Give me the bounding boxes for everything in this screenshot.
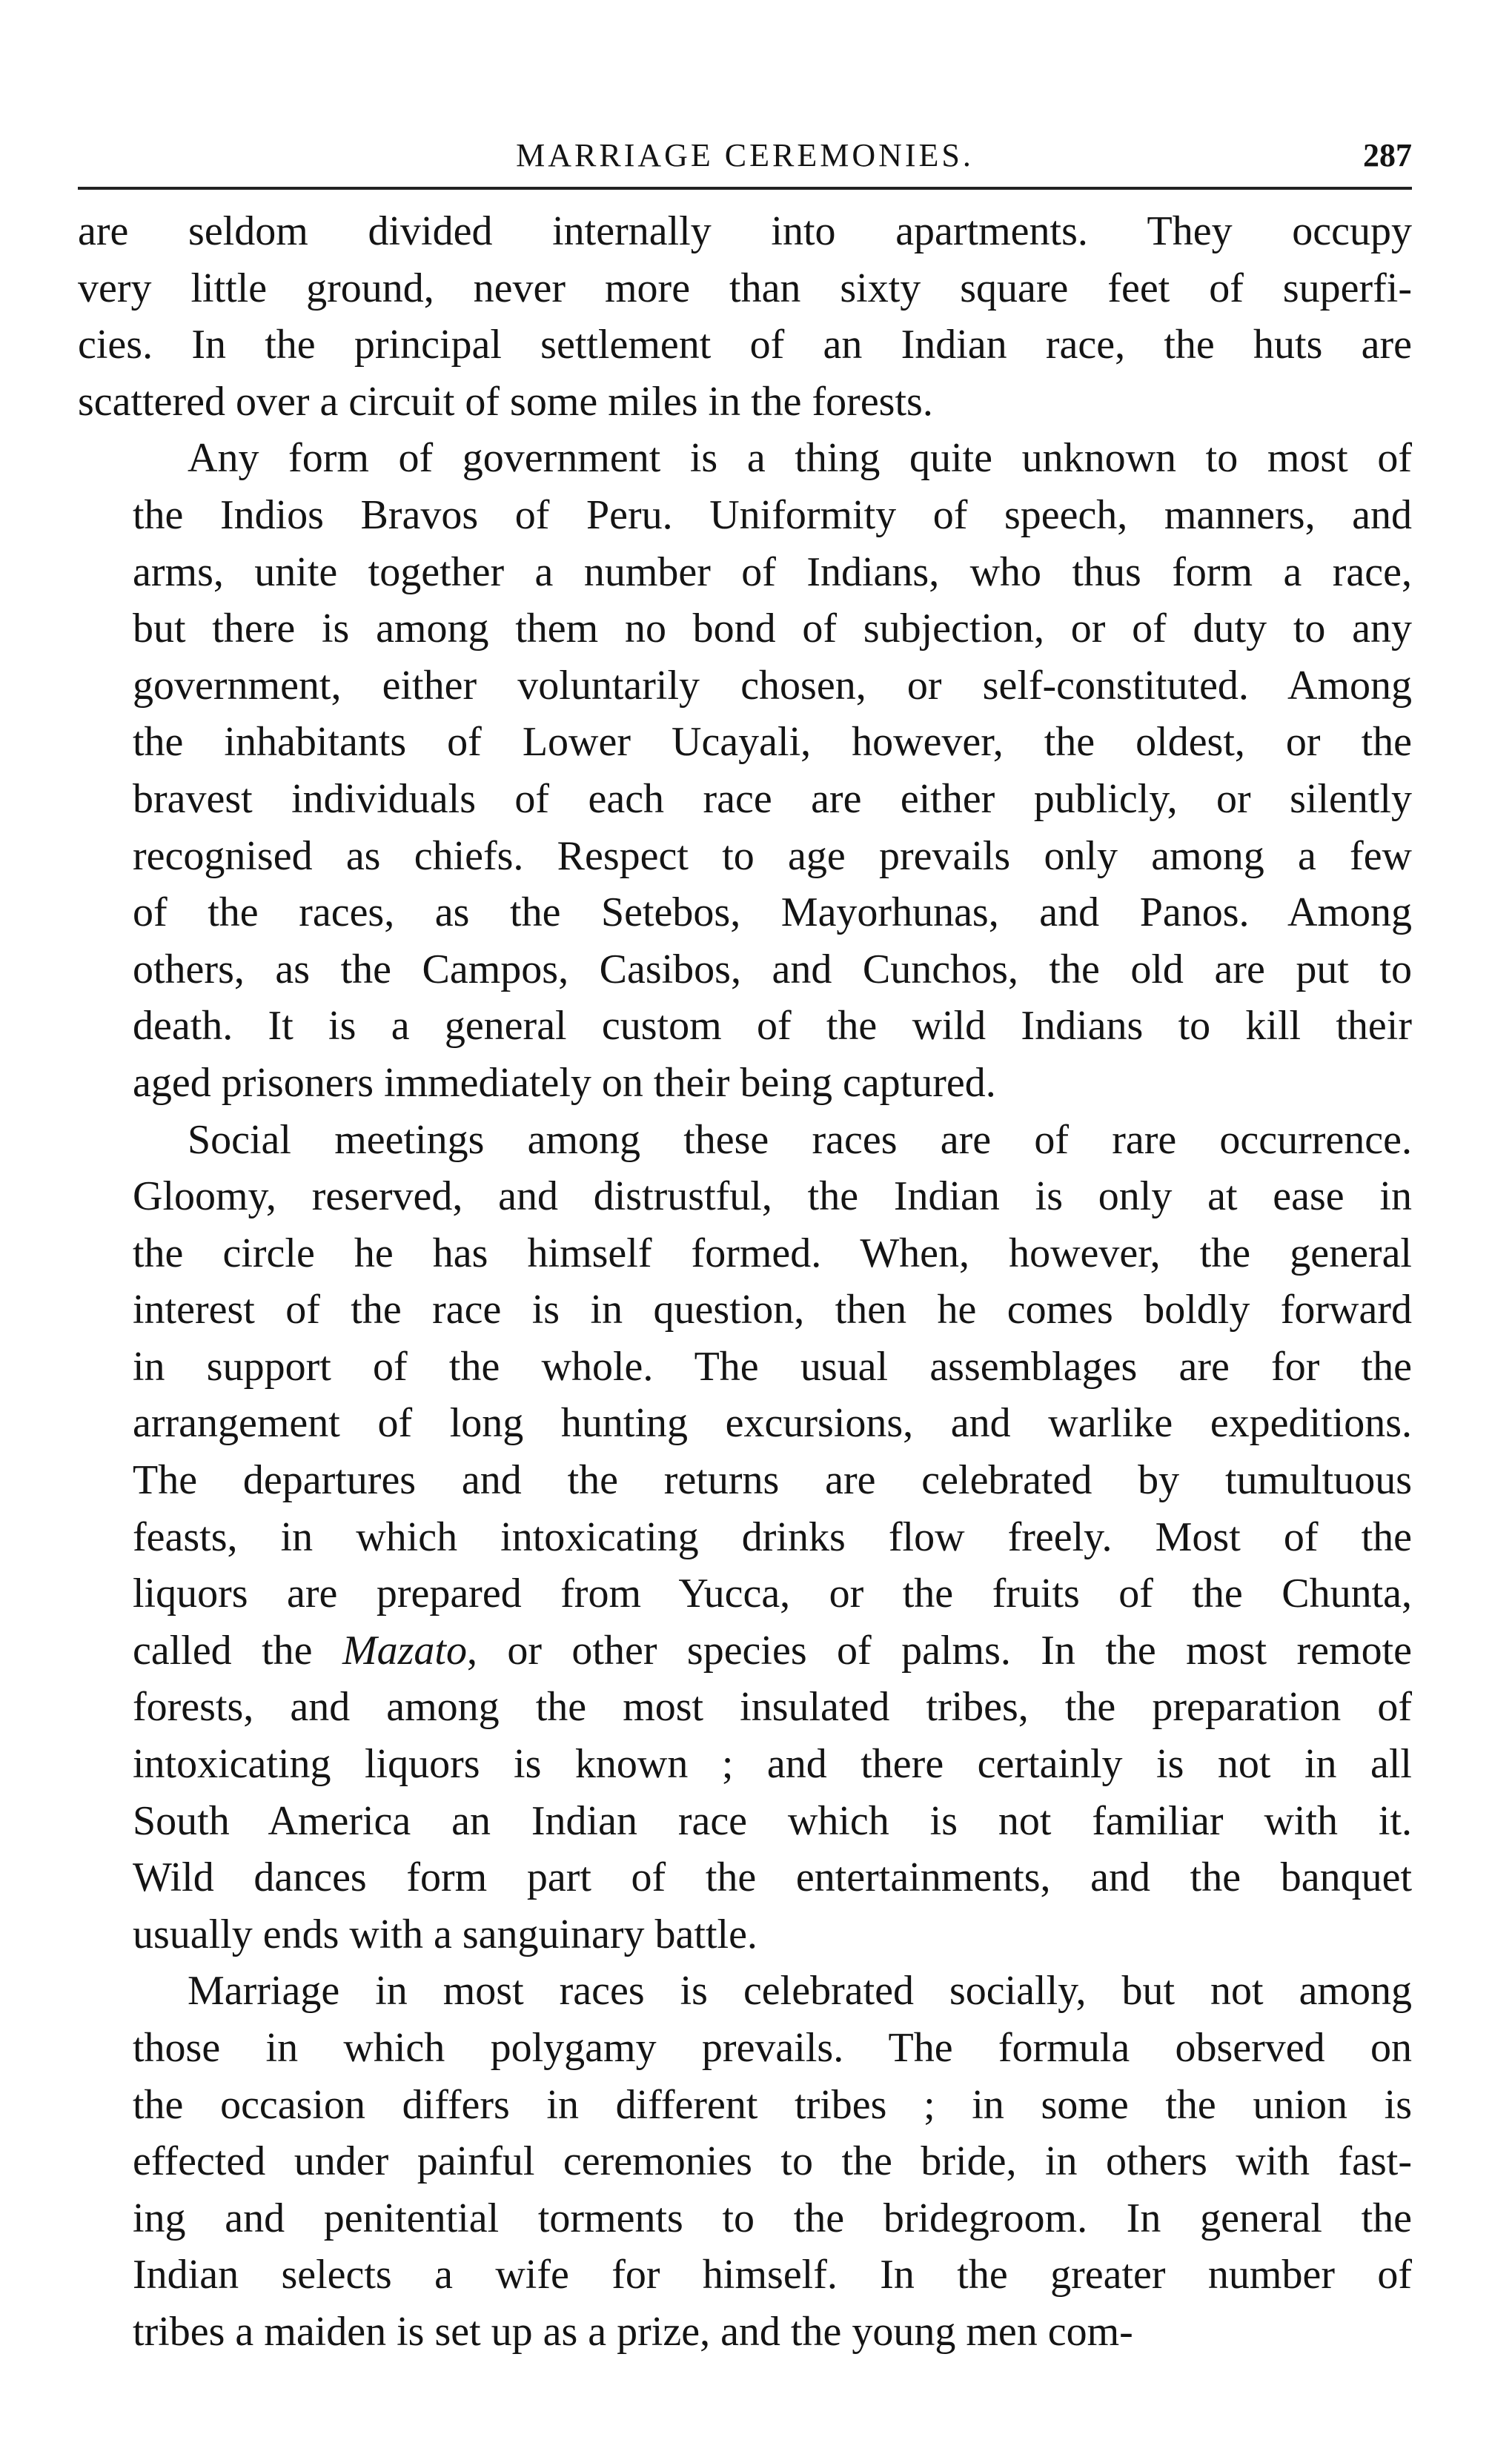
text-run: called the xyxy=(133,1627,342,1674)
text-line: Any form of government is a thing quite unknown to most of xyxy=(188,435,1412,482)
text-line: Gloomy, reserved, and distrustful, the Indian is only at ease in xyxy=(133,1173,1412,1220)
book-page xyxy=(78,126,1412,2361)
text-line: effected under painful ceremonies to the bride, in others with fast- xyxy=(133,2138,1412,2185)
text-line: very little ground, never more than sixty square feet of superfi- xyxy=(78,265,1412,311)
text-line: The departures and the returns are celebrated by tumultuous xyxy=(133,1457,1412,1504)
text-line: scattered over a circuit of some miles in the forests. xyxy=(78,378,933,425)
text-line xyxy=(78,1622,1412,1680)
text-line: arms, unite together a number of Indians, who thus form a race, xyxy=(133,548,1412,595)
paragraph xyxy=(78,1112,1412,1963)
text-line: the Indios Bravos of Peru. Uniformity of speech, manners, and xyxy=(133,491,1412,538)
text-line: the inhabitants of Lower Ucayali, however, the oldest, or the xyxy=(133,719,1412,766)
text-line: ing and penitential torments to the bridegroom. In general the xyxy=(133,2195,1412,2241)
text-line: intoxicating liquors is known ; and there certainly is not in all xyxy=(133,1741,1412,1788)
page-number: 287 xyxy=(1363,137,1412,173)
running-header xyxy=(78,126,1412,185)
paragraph xyxy=(78,430,1412,1111)
text-line: Indian selects a wife for himself. In the greater number of xyxy=(133,2252,1412,2298)
text-line: usually ends with a sanguinary battle. xyxy=(133,1911,757,1957)
header-rule xyxy=(78,187,1412,190)
text-line: forests, and among the most insulated tribes, the preparation of xyxy=(133,1684,1412,1731)
text-line: others, as the Campos, Casibos, and Cunchos, the old are put to xyxy=(133,946,1412,992)
text-run: , or other species of palms. In the most remote xyxy=(466,1627,1412,1674)
text-line: Marriage in most races is celebrated socially, but not among xyxy=(188,1968,1412,2015)
text-line: government, either voluntarily chosen, or self-constituted. Among xyxy=(133,662,1412,709)
text-line: aged prisoners immediately on their being captured. xyxy=(133,1059,996,1106)
text-line: Social meetings among these races are of rare occurrence. xyxy=(188,1116,1412,1163)
text-line: tribes a maiden is set up as a prize, and the young men com- xyxy=(133,2308,1133,2355)
text-line: South America an Indian race which is not familiar with it. xyxy=(133,1797,1412,1844)
text-line: bravest individuals of each race are either publicly, or silently xyxy=(133,775,1412,822)
text-line: feasts, in which intoxicating drinks flow freely. Most of the xyxy=(133,1513,1412,1560)
text-line: of the races, as the Setebos, Mayorhunas, and Panos. Among xyxy=(133,889,1412,936)
text-line: arrangement of long hunting excursions, and warlike expeditions. xyxy=(133,1400,1412,1447)
text-line: the circle he has himself formed. When, however, the general xyxy=(133,1230,1412,1276)
text-line: those in which polygamy prevails. The formula observed on xyxy=(133,2025,1412,2071)
text-line: interest of the race is in question, then he comes boldly forward xyxy=(133,1287,1412,1333)
text-line: are seldom divided internally into apartments. They occupy xyxy=(78,208,1412,254)
text-line: recognised as chiefs. Respect to age prevails only among a few xyxy=(133,832,1412,879)
text-line: death. It is a general custom of the wild Indians to kill their xyxy=(133,1003,1412,1050)
text-line: the occasion differs in different tribes ; in some the union is xyxy=(133,2081,1412,2128)
running-title: MARRIAGE CEREMONIES. xyxy=(516,137,974,173)
paragraph xyxy=(78,203,1412,430)
italic-term: Mazato xyxy=(342,1627,467,1674)
text-line: but there is among them no bond of subjection, or of duty to any xyxy=(133,606,1412,652)
text-line: cies. In the principal settlement of an Indian race, the huts are xyxy=(78,322,1412,368)
text-line: liquors are prepared from Yucca, or the fruits of the Chunta, xyxy=(133,1571,1412,1617)
body-text xyxy=(78,203,1412,2361)
paragraph xyxy=(78,1963,1412,2360)
text-line: in support of the whole. The usual assemblages are for the xyxy=(133,1343,1412,1390)
text-line: Wild dances form part of the entertainments, and the banquet xyxy=(133,1854,1412,1901)
